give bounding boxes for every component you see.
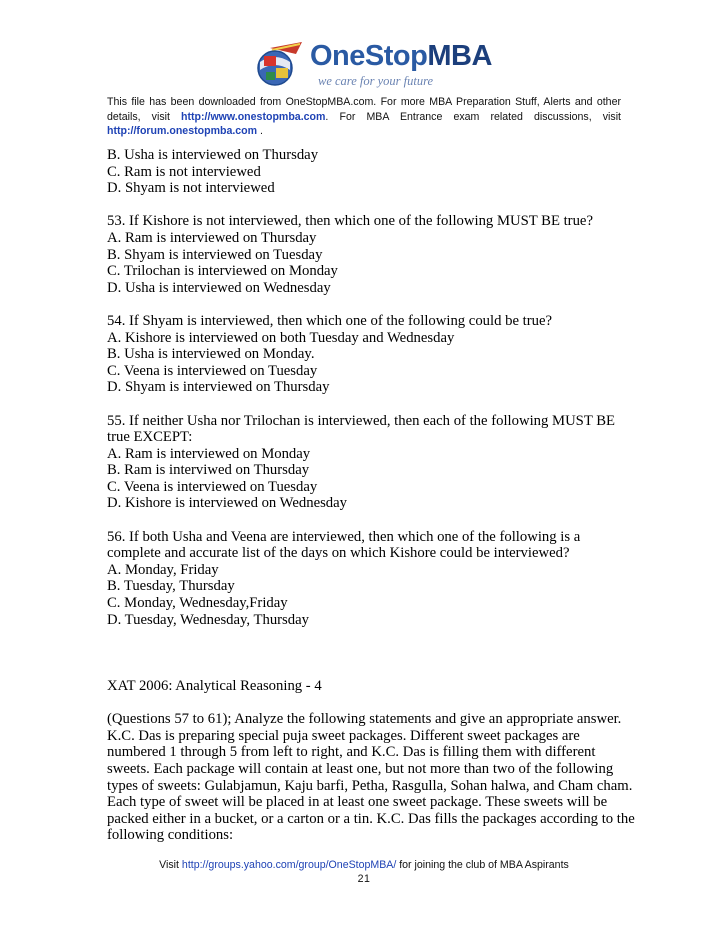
- text-line: A. Monday, Friday: [107, 561, 219, 578]
- text-line: B. Usha is interviewed on Thursday: [107, 147, 319, 163]
- text-line: D. Usha is interviewed on Wednesday: [107, 279, 331, 296]
- text-line: 55. If neither Usha nor Trilochan is interviewed, then each of the following MUST BE: [107, 412, 615, 429]
- text-line: D. Shyam is interviewed on Thursday: [107, 379, 330, 396]
- globe-icon: [250, 38, 308, 90]
- download-notice: This file has been downloaded from OneStopMBA.com. For more MBA Preparation Stuff, Alerts and other details, visit http://www.onestopmba.com. For MBA Entrance exam related discussions, visit http://forum.onestopmba.com .: [107, 96, 622, 137]
- text-line: (Questions 57 to 61); Analyze the following statements and give an appropriate answer.: [107, 711, 622, 728]
- text-line: numbered 1 through 5 from left to right, and K.C. Das is filling them with different: [107, 744, 596, 761]
- text-line: 53. If Kishore is not interviewed, then which one of the following MUST BE true?: [107, 213, 593, 230]
- blank-line: [107, 695, 627, 712]
- text-line: packed either in a bucket, or a carton or a tin. K.C. Das fills the packages according to the: [107, 810, 635, 827]
- text-line: B. Ram is interviwed on Thursday: [107, 462, 310, 479]
- page-footer: [0, 858, 728, 887]
- text-line: 56. If both Usha and Veena are interviewed, then which one of the following is a: [107, 528, 581, 545]
- forum-link[interactable]: http://forum.onestopmba.com: [107, 125, 258, 137]
- text-line: B. Tuesday, Thursday: [107, 578, 235, 595]
- blank-line: [107, 512, 627, 529]
- text-line: following conditions:: [107, 827, 234, 844]
- onestopmba-logo: [250, 38, 492, 94]
- text-line: B. Shyam is interviewed on Tuesday: [107, 246, 323, 263]
- text-line: D. Shyam is not interviewed: [107, 180, 275, 197]
- text-line: XAT 2006: Analytical Reasoning - 4: [107, 678, 322, 694]
- text-line: Each type of sweet will be placed in at least one sweet package. These sweets will be: [107, 794, 608, 811]
- text-line: C. Veena is interviewed on Tuesday: [107, 478, 318, 495]
- text-line: B. Usha is interviewed on Monday.: [107, 346, 315, 363]
- onestopmba-link[interactable]: http://www.onestopmba.com: [181, 110, 326, 123]
- question-text: [107, 147, 635, 844]
- blank-line: [107, 628, 627, 645]
- text-line: A. Kishore is interviewed on both Tuesday and Wednesday: [107, 329, 455, 346]
- text-line: D. Kishore is interviewed on Wednesday: [107, 495, 348, 512]
- text-line: C. Monday, Wednesday,Friday: [107, 595, 288, 612]
- logo-wordmark: OneStopMBA: [310, 40, 492, 72]
- text-line: A. Ram is interviewed on Thursday: [107, 229, 317, 246]
- blank-line: [107, 645, 627, 662]
- text-line: complete and accurate list of the days on which Kishore could be interviewed?: [107, 545, 570, 562]
- text-line: true EXCEPT:: [107, 429, 193, 446]
- text-line: A. Ram is interviewed on Monday: [107, 445, 311, 462]
- footer-notice: Visit http://groups.yahoo.com/group/OneStopMBA/ for joining the club of MBA Aspirants: [159, 859, 569, 871]
- text-line: D. Tuesday, Wednesday, Thursday: [107, 611, 309, 628]
- blank-line: [107, 197, 627, 214]
- page-number: 21: [357, 873, 371, 886]
- text-line: 54. If Shyam is interviewed, then which one of the following could be true?: [107, 312, 552, 329]
- text-line: C. Veena is interviewed on Tuesday: [107, 362, 318, 379]
- text-line: C. Ram is not interviewed: [107, 163, 261, 180]
- blank-line: [107, 296, 627, 313]
- blank-line: [107, 661, 627, 678]
- logo-tagline: we care for your future: [318, 74, 434, 88]
- text-line: types of sweets: Gulabjamun, Kaju barfi, Petha, Rasgulla, Sohan halwa, and Cham cham.: [107, 777, 633, 794]
- blank-line: [107, 396, 627, 413]
- text-line: C. Trilochan is interviewed on Monday: [107, 263, 338, 280]
- text-line: K.C. Das is preparing special puja sweet packages. Different sweet packages are: [107, 727, 580, 744]
- text-line: sweets. Each package will contain at least one, but not more than two of the following: [107, 760, 614, 777]
- yahoo-group-link[interactable]: http://groups.yahoo.com/group/OneStopMBA/: [181, 859, 397, 871]
